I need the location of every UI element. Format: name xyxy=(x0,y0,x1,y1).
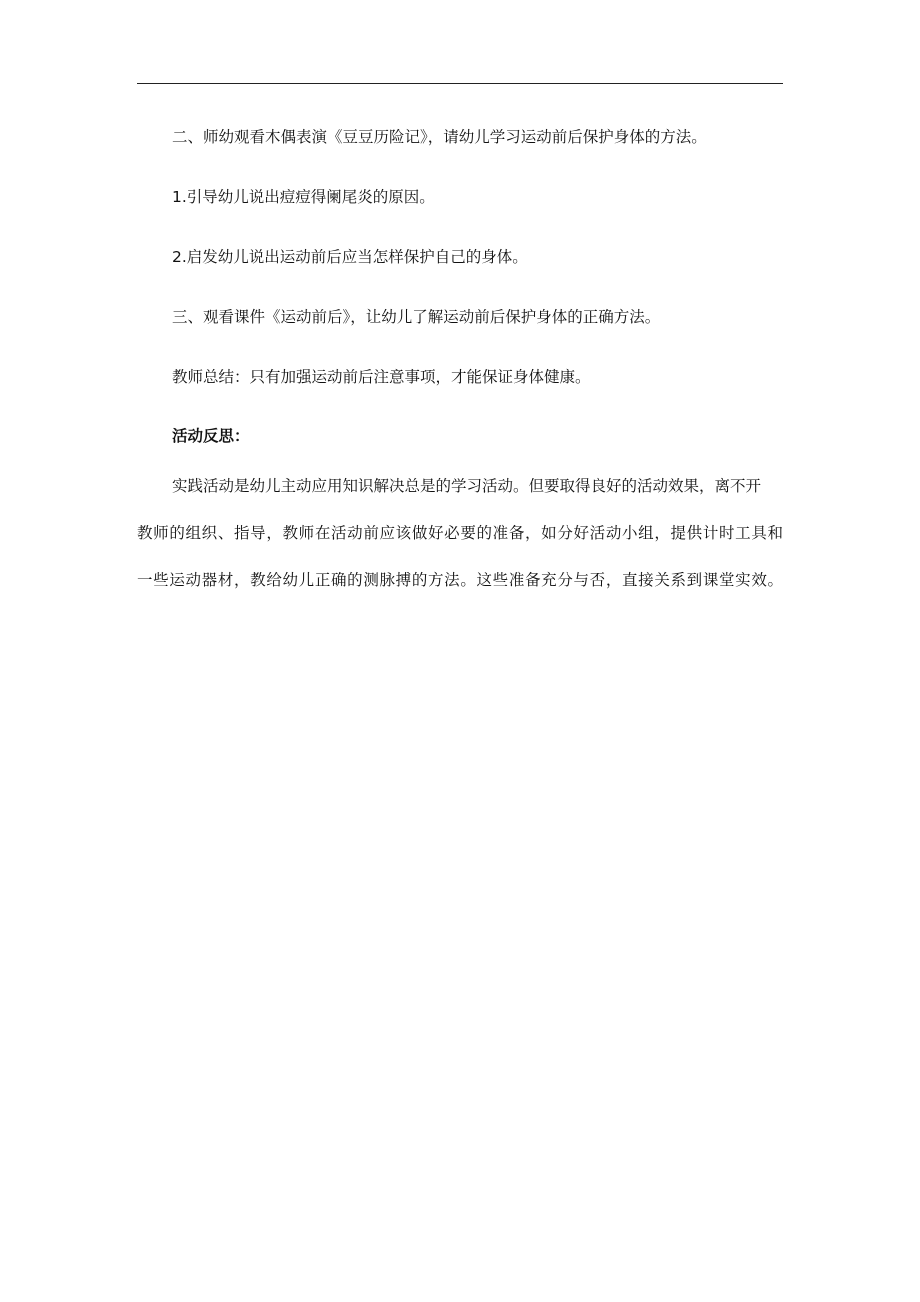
header-rule xyxy=(137,83,783,84)
paragraph-teacher-summary: 教师总结：只有加强运动前后注意事项，才能保证身体健康。 xyxy=(172,368,591,386)
reflection-line-1: 实践活动是幼儿主动应用知识解决总是的学习活动。但要取得良好的活动效果，离不开 xyxy=(172,477,762,495)
paragraph-item-1: 1.引导幼儿说出痘痘得阑尾炎的原因。 xyxy=(172,188,435,206)
reflection-heading: 活动反思： xyxy=(172,427,250,445)
paragraph-item-2: 2.启发幼儿说出运动前后应当怎样保护自己的身体。 xyxy=(172,248,528,266)
reflection-line-2: 教师的组织、指导，教师在活动前应该做好必要的准备，如分好活动小组，提供计时工具和 xyxy=(137,524,783,542)
paragraph-section-three: 三、观看课件《运动前后》，让幼儿了解运动前后保护身体的正确方法。 xyxy=(172,308,661,326)
paragraph-section-two: 二、师幼观看木偶表演《豆豆历险记》，请幼儿学习运动前后保护身体的方法。 xyxy=(172,128,707,146)
reflection-line-3: 一些运动器材，教给幼儿正确的测脉搏的方法。这些准备充分与否，直接关系到课堂实效。 xyxy=(137,571,783,589)
